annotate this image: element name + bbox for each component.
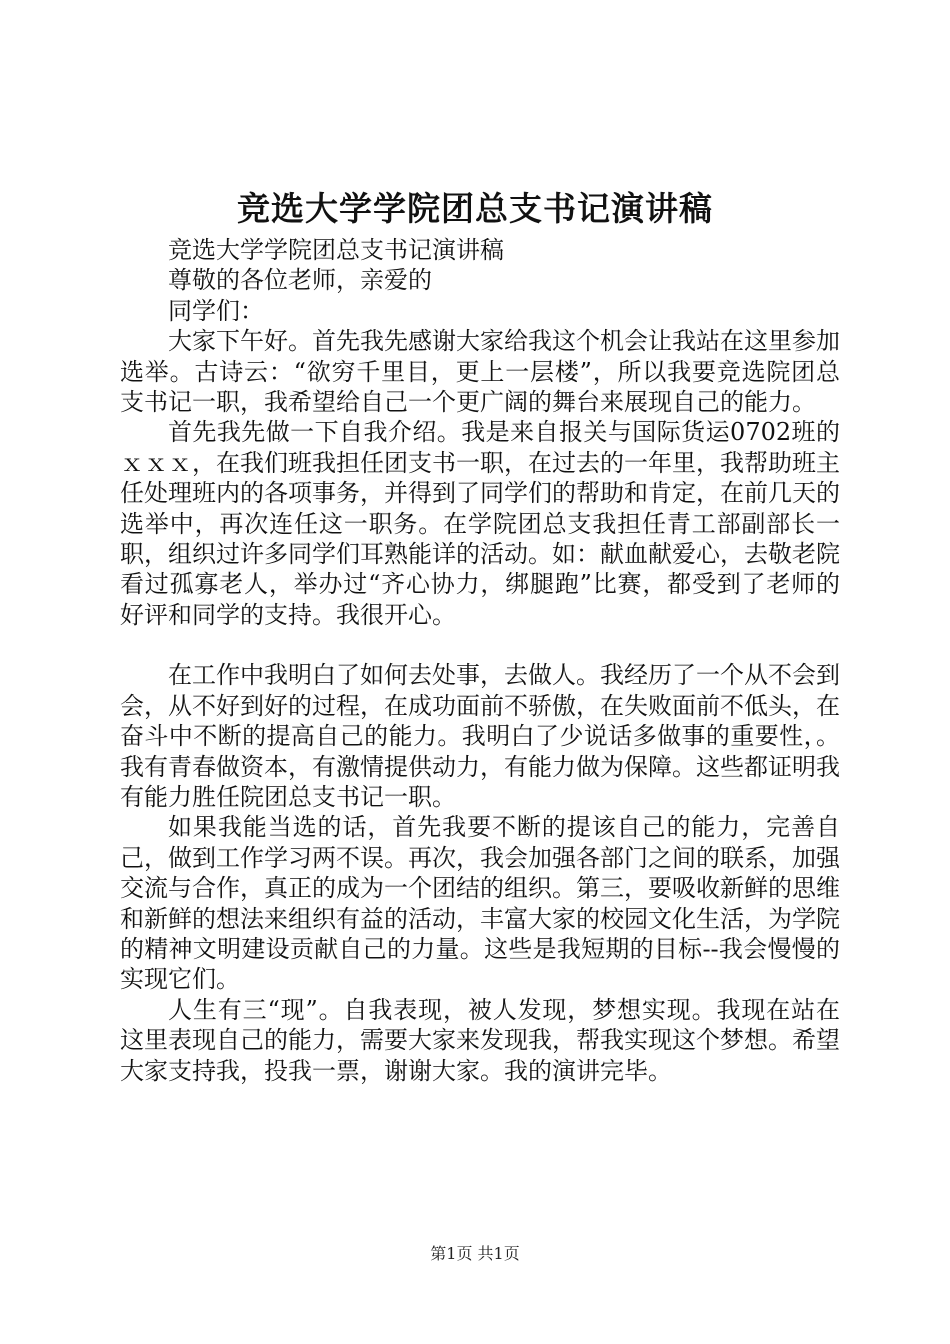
paragraph-introduction: 首先我先做一下自我介绍。我是来自报关与国际货运0702班的ｘｘｘ，在我们班我担任团支书一职，在过去的一年里，我帮助班主任处理班内的各项事务，并得到了同学们的帮助和肯定，在前几天的选举中，再次连任这一职务。在学院团总支我担任青工部副部长一职，组织过许多同学们耳熟能详的活动。如：献血献爱心，去敬老院看过孤寡老人，举办过“齐心协力，绑腿跑”比赛，都受到了老师的好评和同学的支持。我很开心。 — [120, 418, 840, 629]
paragraph-plans: 如果我能当选的话，首先我要不断的提该自己的能力，完善自己，做到工作学习两不误。再次，我会加强各部门之间的联系，加强交流与合作，真正的成为一个团结的组织。第三，要吸收新鲜的思维和新鲜的想法来组织有益的活动，丰富大家的校园文化生活，为学院的精神文明建设贡献自己的力量。这些是我短期的目标--我会慢慢的实现它们。 — [120, 813, 840, 994]
page-footer: 第1页 共1页 — [430, 1244, 520, 1263]
paragraph-subtitle: 竞选大学学院团总支书记演讲稿 — [168, 236, 504, 264]
paragraph-closing: 人生有三“现”。自我表现，被人发现，梦想实现。我现在站在这里表现自己的能力，需要大家来发现我，帮我实现这个梦想。希望大家支持我，投我一票，谢谢大家。我的演讲完毕。 — [120, 995, 840, 1085]
document-body — [120, 235, 840, 1086]
document-title: 竞选大学学院团总支书记演讲稿 — [237, 189, 713, 228]
paragraph-greeting: 大家下午好。首先我先感谢大家给我这个机会让我站在这里参加选举。古诗云：“欲穷千里目，更上一层楼”，所以我要竞选院团总支书记一职，我希望给自己一个更广阔的舞台来展现自己的能力。 — [120, 327, 840, 417]
paragraph-salutation: 尊敬的各位老师，亲爱的 — [168, 266, 432, 295]
paragraph-salutation-cont: 同学们： — [168, 296, 264, 325]
paragraph-experience: 在工作中我明白了如何去处事，去做人。我经历了一个从不会到会，从不好到好的过程，在成功面前不骄傲，在失败面前不低头，在奋斗中不断的提高自己的能力。我明白了少说话多做事的重要性，。我有青春做资本，有激情提供动力，有能力做为保障。这些都证明我有能力胜任院团总支书记一职。 — [120, 661, 840, 811]
